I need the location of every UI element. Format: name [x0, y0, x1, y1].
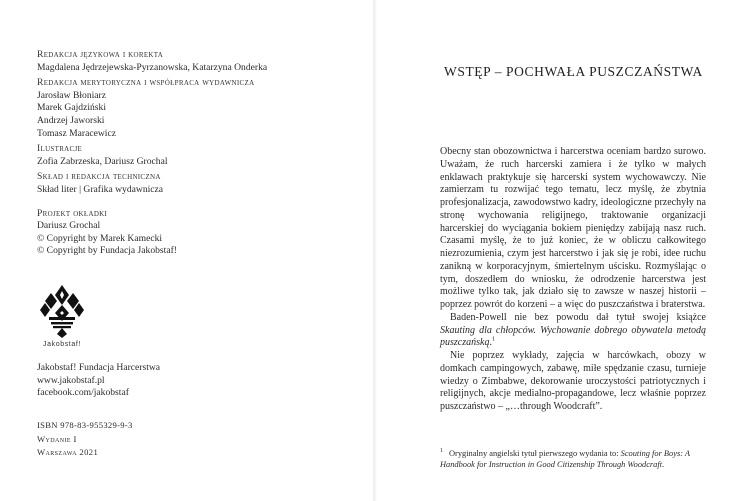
credit-language-editing	[37, 49, 357, 74]
copyright-line: © Copyright by Marek Kamecki	[37, 232, 163, 244]
credit-name: Magdalena Jędrzejewska-Pyrzanowska, Katarzyna Onderka	[37, 61, 268, 73]
credit-name: Skład liter | Grafika wydawnicza	[37, 183, 164, 195]
copyright-line: © Copyright by Fundacja Jakobstaf!	[37, 245, 177, 257]
isbn: ISBN 978-83-955329-9-3	[37, 420, 133, 430]
credit-illustrations	[37, 143, 357, 168]
left-page	[0, 0, 373, 501]
footnote-text: Oryginalny angielski tytuł pierwszego wydania to:	[449, 448, 621, 458]
credit-typesetting	[37, 171, 357, 196]
paragraph	[440, 312, 706, 350]
credit-heading: Ilustracje	[37, 143, 83, 155]
publisher-facebook: facebook.com/jakobstaf	[37, 387, 129, 399]
credit-heading: Redakcja językowa i korekta	[37, 49, 164, 60]
credit-name: Dariusz Grochal	[37, 220, 101, 232]
publisher-logo	[30, 283, 94, 353]
chapter-body	[440, 146, 706, 414]
paragraph: Obecny stan obozownictwa i harcerstwa oceniam bardzo surowo. Uważam, że ruch harcerski zamiera i że tylko w małych enklawach praktykuje się harcerski system wychowawczy. Nie zamierzam tu rozwijać tego tematu, lecz myślę, że zbytnia profesjonalizacja, zawodowstwo kadry, ideologiczne przechyły na stronę wychowania religijnego, traktowanie organizacji harcerskiej do wyciągania bokiem pieniędzy zabijają nasz ruch. Czasami myślę, że to już koniec, że w obliczu całkowitego niezrozumienia, czym jest harcerstwo i jak się je robi, idee ruchu zanikną w korporacyjnym, śmiertelnym uścisku. Rozmyślając o tym, doszedłem do wniosku, że odrodzenie harcerstwa jest możliwe tylko tak, jak działo się to zawsze w naszej historii – poprzez powrót do korzeni – a więc do puszczaństwa i braterstwa.	[440, 146, 706, 310]
place-year: Warszawa 2021	[37, 447, 99, 457]
credit-name: Marek Gajdziński	[37, 102, 107, 114]
footnote-text-end: .	[662, 459, 665, 469]
paragraph-text: .	[489, 337, 492, 349]
publisher-info	[37, 362, 337, 400]
credit-name: Jarosław Błoniarz	[37, 89, 107, 101]
credit-heading: Projekt okładki	[37, 207, 108, 219]
footnote-title: Scouting for Boys: A Handbook for Instruction in Good Citizenship Through Woodcraft	[440, 448, 690, 469]
credit-cover-project	[37, 208, 357, 258]
footnote	[440, 446, 706, 470]
edition: Wydanie I	[37, 433, 77, 444]
credit-heading: Skład i redakcja techniczna	[37, 171, 161, 183]
right-page	[377, 0, 750, 501]
footnote-number: 1	[440, 448, 443, 454]
chapter-title: WSTĘP – POCHWAŁA PUSZCZAŃSTWA	[444, 64, 703, 79]
credit-name: Tomasz Maracewicz	[37, 127, 116, 139]
isbn-block	[37, 420, 337, 459]
publisher-name: Jakobstaf! Fundacja Harcerstwa	[37, 362, 161, 373]
credit-substantive-editing	[37, 77, 357, 140]
credit-heading: Redakcja merytoryczna i współpraca wydawnicza	[37, 77, 255, 89]
book-title: Skauting dla chłopców. Wychowanie dobrego obywatela metodą puszczańską	[440, 324, 706, 349]
footnote-marker: 1	[491, 335, 496, 343]
paragraph: Nie poprzez wykłady, zajęcia w harcówkach, obozy w domkach campingowych, zabawę, miłe spędzanie czasu, turnieje wiedzy o Zimbabwe, dekorowanie uroczystości patriotycznych i religijnych, akcje medialno-propagandowe, lecz właśnie poprzez puszczaństwo – „…through Woodcraft”.	[440, 350, 706, 412]
logo-caption: Jakobstaf!	[43, 341, 81, 348]
credits-section	[37, 49, 357, 261]
credit-name: Andrzej Jaworski	[37, 114, 105, 126]
credit-name: Zofia Zabrzeska, Dariusz Grochal	[37, 155, 168, 167]
fleur-de-lis-icon	[38, 283, 86, 339]
paragraph-text: Baden-Powell nie bez powodu dał tytuł swojej książce	[450, 311, 706, 323]
publisher-website: www.jakobstaf.pl	[37, 374, 105, 386]
